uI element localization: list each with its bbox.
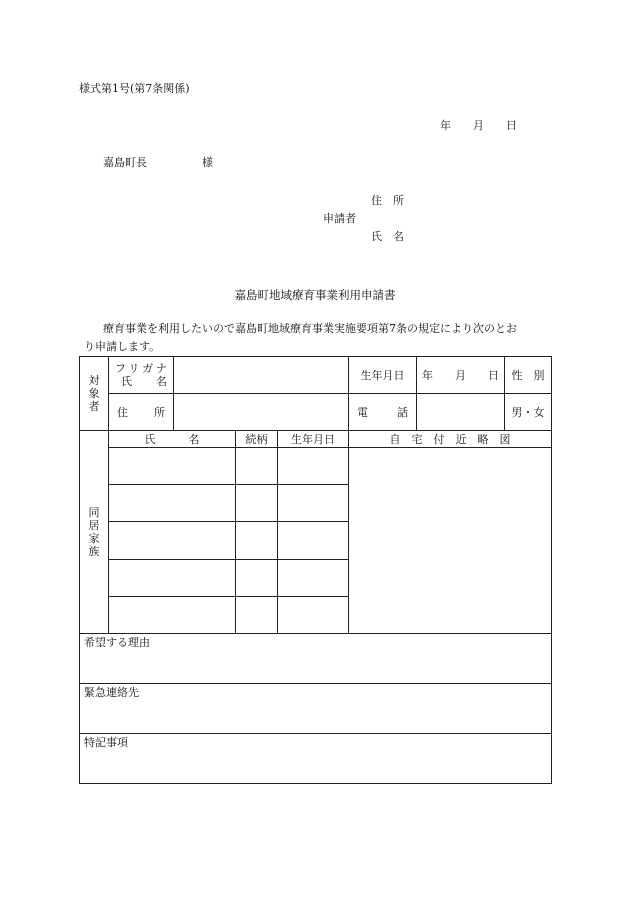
home-map-area[interactable] <box>349 448 552 634</box>
notes-field[interactable] <box>80 734 552 784</box>
name-field[interactable] <box>174 357 349 394</box>
form-number: 様式第1号(第7条関係) <box>79 82 190 95</box>
family-relation-cell[interactable] <box>236 448 278 485</box>
family-label: 同居家族 <box>80 431 109 634</box>
family-relation-cell[interactable] <box>236 522 278 560</box>
body-text-line-2: り申請します。 <box>84 340 161 353</box>
family-birthdate-cell[interactable] <box>278 448 349 485</box>
family-name-cell[interactable] <box>109 597 236 634</box>
subject-label: 対象者 <box>80 357 109 431</box>
date-line: 年 月 日 <box>440 119 517 132</box>
family-name-cell[interactable] <box>109 522 236 560</box>
family-relation-cell[interactable] <box>236 560 278 597</box>
notes-label: 特記事項 <box>84 736 128 749</box>
address-field[interactable] <box>174 394 349 431</box>
phone-label: 電 話 <box>349 394 417 431</box>
sex-label: 性 別 <box>505 357 552 394</box>
family-name-cell[interactable] <box>109 448 236 485</box>
family-birthdate-header: 生年月日 <box>278 431 349 448</box>
family-birthdate-cell[interactable] <box>278 597 349 634</box>
home-map-header: 自 宅 付 近 略 図 <box>349 431 552 448</box>
reason-label: 希望する理由 <box>84 636 150 649</box>
furigana-name-label: フリガナ 氏 名 <box>109 357 174 394</box>
applicant-label: 申請者 <box>323 212 356 225</box>
addressee: 嘉島町長 様 <box>103 156 213 169</box>
family-relation-cell[interactable] <box>236 485 278 522</box>
family-relation-cell[interactable] <box>236 597 278 634</box>
form-title: 嘉島町地域療育事業利用申請書 <box>234 288 396 302</box>
birthdate-field[interactable]: 年 月 日 <box>417 357 505 394</box>
address-label: 住 所 <box>109 394 174 431</box>
family-relation-header: 続柄 <box>236 431 278 448</box>
emergency-contact-field[interactable] <box>80 684 552 734</box>
emergency-contact-label: 緊急連絡先 <box>84 686 139 699</box>
body-text-line-1: 療育事業を利用したいので嘉島町地域療育事業実施要項第7条の規定により次のとお <box>103 322 517 335</box>
applicant-address-label: 住 所 <box>371 194 404 207</box>
applicant-name-label: 氏 名 <box>371 230 404 243</box>
sex-field[interactable]: 男・女 <box>505 394 552 431</box>
family-name-header: 氏 名 <box>109 431 236 448</box>
family-name-cell[interactable] <box>109 485 236 522</box>
family-name-cell[interactable] <box>109 560 236 597</box>
birthdate-label: 生年月日 <box>349 357 417 394</box>
family-birthdate-cell[interactable] <box>278 522 349 560</box>
reason-field[interactable] <box>80 634 552 684</box>
phone-field[interactable] <box>417 394 505 431</box>
family-birthdate-cell[interactable] <box>278 560 349 597</box>
family-birthdate-cell[interactable] <box>278 485 349 522</box>
application-table <box>79 356 552 784</box>
